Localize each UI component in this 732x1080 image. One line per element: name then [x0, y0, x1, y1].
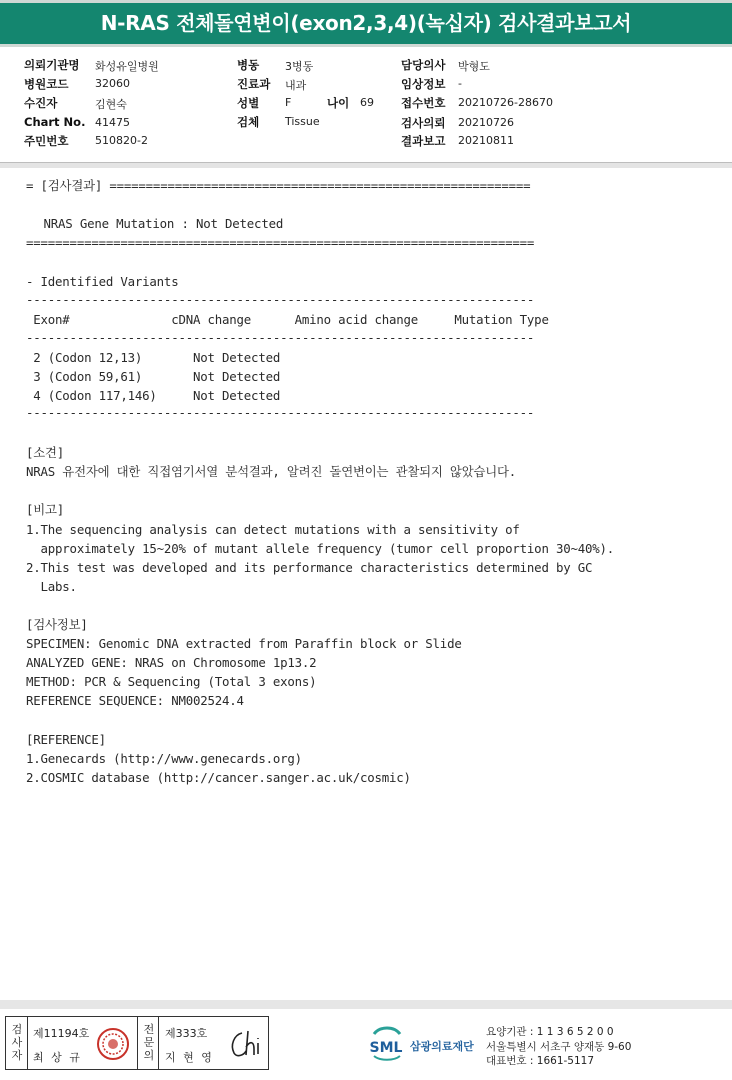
request-label: 검사의뢰	[401, 116, 446, 130]
specialist-license: 제333호	[165, 1027, 208, 1040]
seal-icon	[96, 1027, 130, 1061]
remark-line: approximately 15~20% of mutant allele frequency (tumor cell proportion 30~40%).	[26, 541, 615, 556]
specimen-value: Tissue	[285, 115, 320, 128]
org-name: 삼광의료재단	[410, 1040, 474, 1053]
test-info-line: ANALYZED GENE: NRAS on Chromosome 1p13.2	[26, 655, 317, 670]
sex-value: F	[285, 96, 292, 109]
remark-line: 1.The sequencing analysis can detect mutations with a sensitivity of	[26, 522, 520, 537]
hospital-code-value: 32060	[95, 77, 130, 90]
specialist-name: 지 현 영	[165, 1051, 214, 1064]
id-label: 주민번호	[24, 134, 69, 148]
clinical-label: 임상정보	[401, 77, 446, 91]
tester-label-cell	[6, 1017, 28, 1069]
care-institution-no: 요양기관 : 1 1 3 6 5 2 0 0	[486, 1026, 614, 1038]
accession-label: 접수번호	[401, 96, 446, 110]
rule-dashed: ----------------------------------------------------------------------	[26, 330, 535, 345]
request-value: 20210726	[458, 116, 514, 129]
patient-value: 김현숙	[95, 98, 127, 111]
test-info-line: METHOD: PCR & Sequencing (Total 3 exons)	[26, 674, 317, 689]
opinion-text: NRAS 유전자에 대한 직접염기서열 분석결과, 알려진 돌연변이는 관찰되지 않았습니다.	[26, 464, 517, 479]
id-value: 510820-2	[95, 134, 148, 147]
report-date-value: 20210811	[458, 134, 514, 147]
report-title: N-RAS 전체돌연변이(exon2,3,4)(녹십자) 검사결과보고서	[100, 11, 632, 35]
mutation-summary: NRAS Gene Mutation : Not Detected	[29, 216, 284, 231]
result-section-header: = [검사결과] ==========================================================	[26, 178, 531, 193]
test-info-heading: [검사정보]	[26, 617, 88, 632]
variant-row: 3 (Codon 59,61) Not Detected	[26, 369, 281, 384]
variant-row: 4 (Codon 117,146) Not Detected	[26, 388, 281, 403]
doctor-label: 담당의사	[401, 58, 446, 72]
clinical-value: -	[458, 77, 462, 90]
specimen-label: 검체	[237, 115, 260, 129]
header-divider	[0, 162, 732, 168]
report-title-bar	[0, 0, 732, 47]
rule-dashed: ----------------------------------------------------------------------	[26, 292, 535, 307]
org-footer	[366, 1022, 726, 1072]
variant-row: 2 (Codon 12,13) Not Detected	[26, 350, 281, 365]
ward-label: 병동	[237, 58, 260, 72]
sml-logo-text: SML	[369, 1040, 403, 1056]
variants-table-header: Exon# cDNA change Amino acid change Mutation Type	[26, 312, 549, 327]
remark-line: 2.This test was developed and its performance characteristics determined by GC	[26, 560, 593, 575]
patient-info	[0, 57, 732, 153]
footer-divider	[0, 1000, 732, 1009]
sex-label: 성별	[237, 96, 260, 110]
hospital-code-label: 병원코드	[24, 77, 69, 91]
opinion-heading: [소견]	[26, 445, 65, 460]
tester-name: 최 상 규	[33, 1051, 82, 1064]
org-address: 서울특별시 서초구 양재동 9-60	[486, 1041, 632, 1053]
signature-icon	[228, 1027, 266, 1061]
remarks-heading: [비고]	[26, 502, 65, 517]
doctor-value: 박형도	[458, 60, 490, 73]
reference-line: 2.COSMIC database (http://cancer.sanger.ac.uk/cosmic)	[26, 770, 411, 785]
reference-line: 1.Genecards (http://www.genecards.org)	[26, 751, 302, 766]
institution-label: 의뢰기관명	[24, 58, 80, 72]
test-info-line: REFERENCE SEQUENCE: NM002524.4	[26, 693, 244, 708]
test-info-line: SPECIMEN: Genomic DNA extracted from Paraffin block or Slide	[26, 636, 462, 651]
rule-double: ======================================================================	[26, 235, 535, 250]
accession-value: 20210726-28670	[458, 96, 553, 109]
age-label: 나이	[327, 96, 350, 110]
dept-label: 진료과	[237, 77, 271, 91]
specialist-label-cell	[137, 1017, 159, 1069]
signature-box	[5, 1016, 269, 1070]
variants-heading: - Identified Variants	[26, 274, 179, 289]
org-phone: 대표번호 : 1661-5117	[486, 1055, 595, 1067]
ward-value: 3병동	[285, 60, 314, 73]
tester-license: 제11194호	[33, 1027, 90, 1040]
remark-line: Labs.	[26, 579, 77, 594]
chart-label: Chart No.	[24, 115, 86, 129]
tester-label: 검사자	[11, 1023, 23, 1062]
sml-logo-icon	[366, 1024, 406, 1062]
reference-heading: [REFERENCE]	[26, 732, 106, 747]
chart-value: 41475	[95, 116, 130, 129]
dept-value: 내과	[285, 79, 307, 92]
age-value: 69	[360, 96, 374, 109]
institution-value: 화성유일병원	[95, 60, 159, 73]
patient-label: 수진자	[24, 96, 58, 110]
rule-dashed: ----------------------------------------------------------------------	[26, 405, 535, 420]
report-date-label: 결과보고	[401, 134, 446, 148]
specialist-label: 전문의	[143, 1023, 155, 1062]
